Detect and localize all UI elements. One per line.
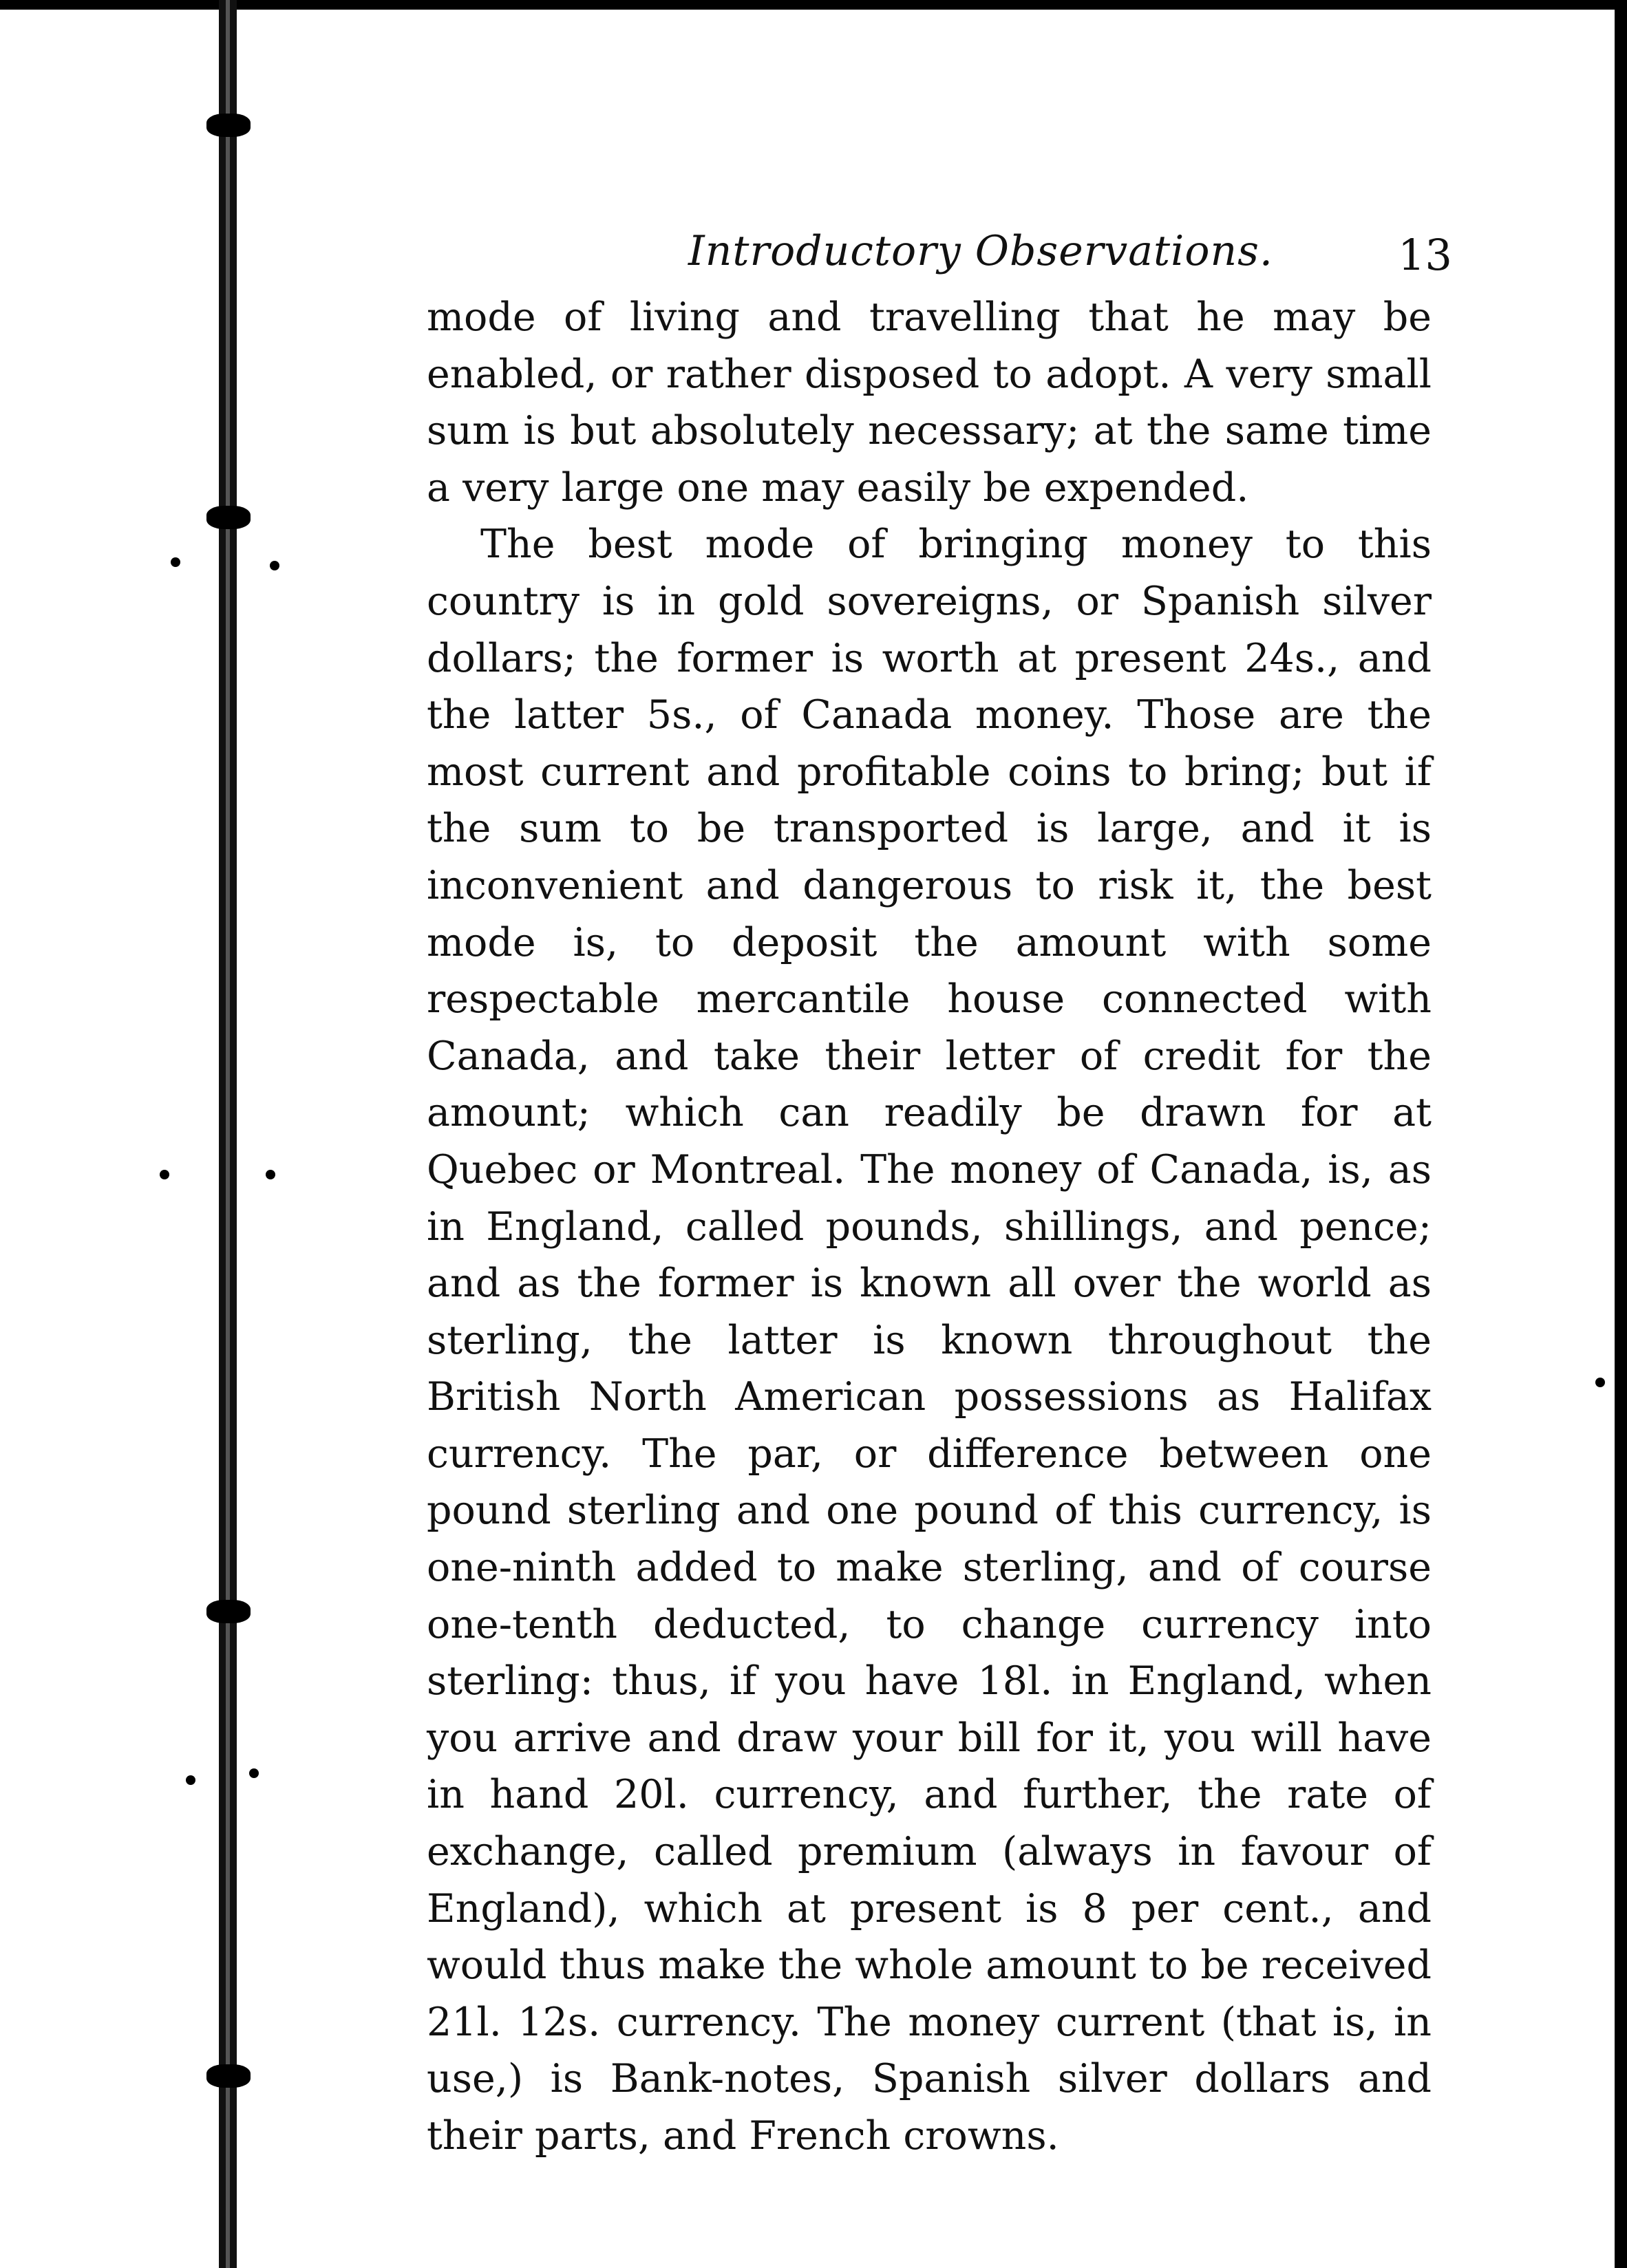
scan-border-top <box>0 0 1627 10</box>
binding-stitch <box>206 506 251 529</box>
scan-speck <box>1595 1378 1605 1387</box>
scan-speck <box>270 561 279 570</box>
body-text <box>427 289 1432 2165</box>
scan-speck <box>249 1768 259 1778</box>
scan-speck <box>186 1775 195 1785</box>
running-head-title: Introductory Observations. <box>688 227 1273 275</box>
binding-stitch <box>206 2064 251 2088</box>
binding-thread-highlight <box>226 0 230 2268</box>
paragraph-money: The best mode of bringing money to this country is in gold sovereigns, or Spanish silver dollars; the former is worth at present 24s., and the latter 5s., of Canada money. Those are the most current and profitable coins to bring; but if the sum to be transported is large, and it is inconvenient and dangerous to risk it, the best mode is, to deposit the amount with some respectable mercantile house connected with Canada, and take their letter of credit for the amount; which can readily be drawn for at Quebec or Montreal. The money of Canada, is, as in England, called pounds, shillings, and pence; and as the former is known all over the world as sterling, the latter is known throughout the British North American possessions as Halifax currency. The par, or difference between one pound sterling and one pound of this currency, is one-ninth added to make sterling, and of course one-tenth deducted, to change currency into sterling: thus, if you have 18l. in England, when you arrive and draw your bill for it, you will have in hand 20l. currency, and further, the rate of exchange, called premium (always in favour of England), which at present is 8 per cent., and would thus make the whole amount to be received 21l. 12s. currency. The money current (that is, in use,) is Bank-notes, Spanish silver dollars and their parts, and French crowns. <box>427 522 1432 2159</box>
binding-stitch <box>206 1600 251 1623</box>
scan-speck <box>266 1170 275 1179</box>
scan-border-right <box>1615 0 1627 2268</box>
running-head <box>688 215 1452 290</box>
paragraph-continuation: mode of living and travelling that he may be enabled, or rather disposed to adopt. A very small sum is but absolutely necessary; at the same time a very large one may easily be expended. <box>427 295 1432 511</box>
scan-speck <box>171 557 180 567</box>
page-number: 13 <box>1398 230 1452 280</box>
scan-speck <box>160 1170 169 1179</box>
binding-stitch <box>206 114 251 137</box>
